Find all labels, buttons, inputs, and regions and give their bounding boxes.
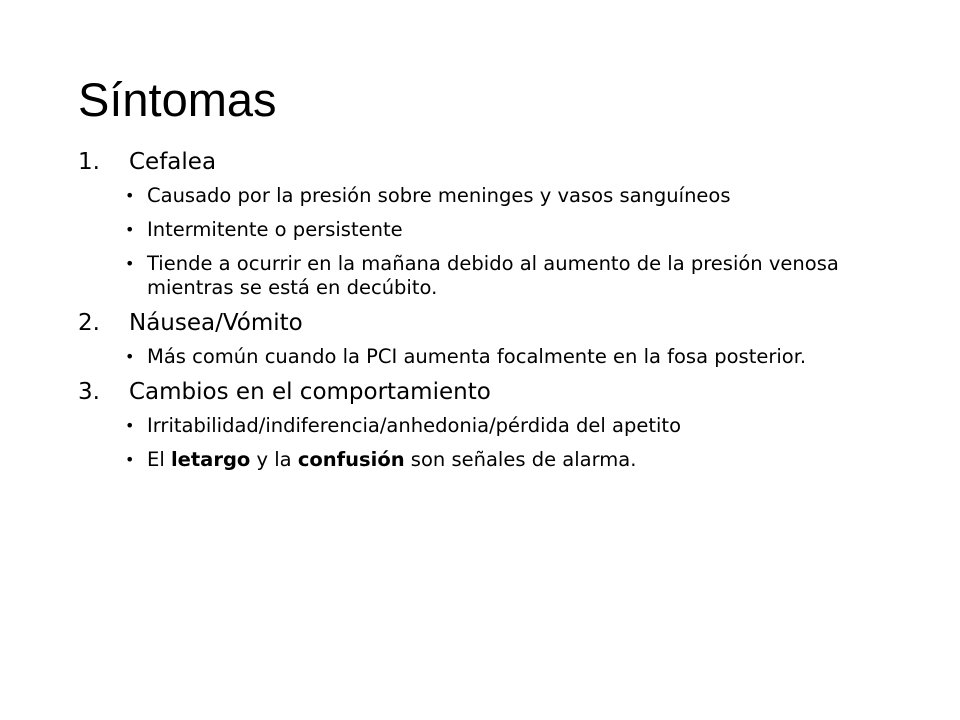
sub-list-item-text: Más común cuando la PCI aumenta focalmente en la fosa posterior. — [147, 345, 807, 368]
sub-list-item — [123, 345, 898, 369]
alarm-text-part: y la — [250, 448, 298, 471]
bullet-icon: • — [125, 220, 135, 239]
list-item-cefalea — [78, 146, 898, 300]
symptom-list — [78, 146, 898, 472]
sub-list-item-text: Tiende a ocurrir en la mañana debido al aumento de la presión venosa mientras se está en decúbito. — [147, 252, 839, 299]
sub-list — [78, 414, 898, 472]
list-item-comportamiento — [78, 376, 898, 472]
list-item-number: 1. — [78, 149, 100, 175]
sub-list-item-text: Causado por la presión sobre meninges y vasos sanguíneos — [147, 184, 731, 207]
sub-list-item — [123, 184, 898, 208]
bullet-icon: • — [125, 450, 135, 469]
sub-list-item — [123, 252, 898, 300]
alarm-text-part: son señales de alarma. — [404, 448, 637, 471]
bullet-icon: • — [125, 254, 135, 273]
list-item-nausea — [78, 307, 898, 369]
alarm-text-part: El — [147, 448, 171, 471]
list-item-number: 3. — [78, 379, 100, 405]
list-item-label: Náusea/Vómito — [129, 310, 303, 336]
alarm-text — [147, 448, 636, 471]
sub-list — [78, 184, 898, 300]
list-item-label: Cefalea — [129, 149, 217, 175]
sub-list-item-text: Irritabilidad/indiferencia/anhedonia/pérdida del apetito — [147, 414, 681, 437]
slide-title: Síntomas — [78, 73, 277, 126]
sub-list-item — [123, 414, 898, 438]
bullet-icon: • — [125, 347, 135, 366]
sub-list-item-text: Intermitente o persistente — [147, 218, 403, 241]
sub-list-item — [123, 218, 898, 242]
sub-list — [78, 345, 898, 369]
bullet-icon: • — [125, 186, 135, 205]
list-item-number: 2. — [78, 310, 100, 336]
bold-term-letargo: letargo — [170, 448, 251, 471]
list-item-label: Cambios en el comportamiento — [129, 379, 491, 405]
alarm-sub-list-item — [123, 448, 898, 472]
bold-term-confusion: confusión — [297, 448, 405, 471]
bullet-icon: • — [125, 416, 135, 435]
